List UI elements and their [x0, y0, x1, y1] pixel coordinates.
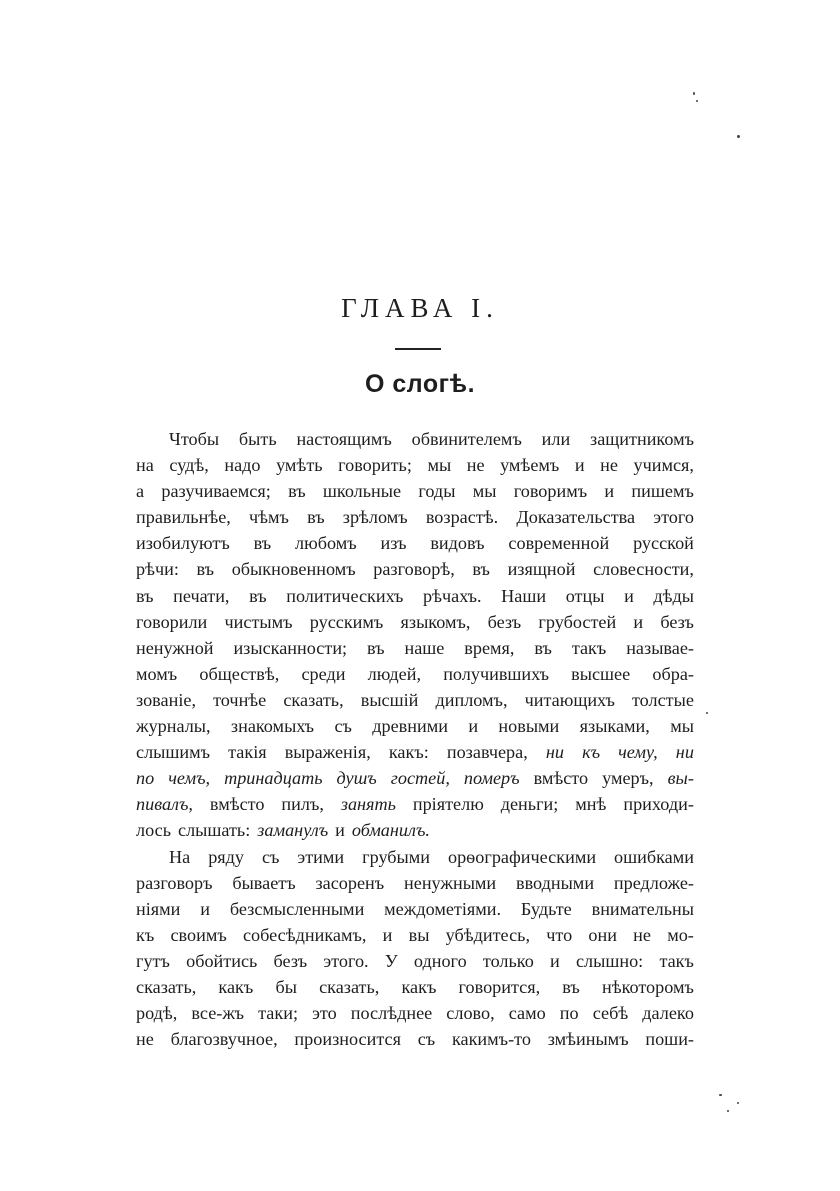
text-line: [136, 713, 694, 739]
word: чемъ,: [168, 768, 211, 789]
word: душъ: [336, 768, 377, 789]
word: дѣды: [653, 585, 694, 606]
text-line: [136, 426, 694, 452]
word: отцы: [565, 585, 605, 606]
word: такъ: [659, 950, 694, 971]
word: говоримъ: [513, 481, 588, 502]
word: называе-: [626, 637, 694, 658]
word: рѣчи:: [136, 559, 179, 580]
word: знакомыхъ: [230, 716, 315, 737]
word: ніями: [136, 898, 181, 919]
text-line: [136, 896, 694, 922]
word: говорится,: [458, 976, 541, 997]
word: слышимъ: [136, 742, 211, 763]
word: или: [541, 429, 571, 449]
word: убѣдитесь,: [445, 924, 530, 945]
word: они: [588, 924, 617, 945]
word: произносится: [294, 1029, 401, 1050]
text-line: [136, 974, 694, 1000]
word: Доказательства: [516, 507, 636, 528]
text-line: [136, 765, 694, 791]
word: говорили: [136, 611, 208, 632]
word: деньги;: [500, 794, 559, 815]
word: вы: [408, 924, 430, 945]
word: и: [604, 481, 615, 502]
word: предложе-: [613, 872, 694, 893]
word: своимъ: [170, 924, 227, 945]
text-line: [136, 1026, 694, 1052]
word: бы: [275, 976, 297, 997]
word: съ: [334, 716, 352, 737]
word: умеръ,: [602, 768, 654, 789]
word: У: [384, 950, 398, 971]
word: любомъ: [295, 533, 357, 554]
word: защитникомъ: [590, 429, 694, 449]
word: себѣ: [592, 1003, 629, 1024]
text-line: [136, 530, 694, 556]
word: въ: [534, 637, 552, 658]
word: наше: [404, 637, 445, 658]
word: только: [482, 950, 534, 971]
word: и: [633, 611, 644, 632]
word: пилъ,: [281, 794, 324, 815]
word: судѣ,: [169, 455, 209, 476]
word: зрѣломъ: [342, 507, 408, 528]
word: засоренъ: [315, 872, 385, 893]
word: безъ: [487, 611, 522, 632]
word: среди: [301, 663, 346, 684]
word: по: [136, 768, 155, 789]
word: въ: [136, 585, 154, 606]
word: толстые: [631, 689, 694, 710]
text-line: [136, 556, 694, 582]
word: междометіями.: [384, 898, 502, 919]
word: слышать:: [178, 820, 251, 841]
word: а: [136, 481, 145, 502]
word: этого: [653, 507, 694, 528]
word: журналы,: [136, 716, 211, 737]
word: людей,: [367, 663, 422, 684]
word: разговоръ: [136, 872, 213, 893]
word: и: [550, 950, 560, 971]
word: русской: [633, 533, 694, 554]
word: поши-: [645, 1029, 694, 1050]
word: благозвучное,: [170, 1029, 278, 1050]
word: змѣинымъ: [547, 1029, 629, 1050]
word: быть: [238, 429, 277, 449]
word: вмѣсто: [209, 794, 265, 815]
word: чему,: [618, 742, 658, 763]
word: одного: [413, 950, 467, 971]
word: На: [169, 846, 191, 867]
text-line: [136, 609, 694, 635]
page-speck: [737, 1102, 739, 1104]
word: въ: [288, 481, 306, 502]
text-line: [136, 791, 694, 817]
word: и: [468, 716, 479, 737]
word: время,: [464, 637, 515, 658]
word: ни: [545, 742, 564, 763]
word: зованіе,: [136, 689, 196, 710]
word: древними: [372, 716, 448, 737]
page-speck: [737, 135, 740, 138]
word: высшій: [360, 689, 419, 710]
word: съ: [417, 1029, 436, 1050]
word: грубыми: [362, 846, 431, 867]
word: гостей,: [390, 768, 450, 789]
word: вы-: [667, 768, 694, 789]
text-line: [136, 661, 694, 687]
word: разговорѣ,: [373, 559, 455, 580]
word: политическихъ: [286, 585, 404, 606]
paragraph-1: [136, 426, 694, 844]
word: обманилъ.: [351, 820, 430, 841]
word: мнѣ: [575, 794, 607, 815]
word: собесѣдникамъ,: [242, 924, 367, 945]
word: ошибками: [614, 846, 694, 867]
word: современной: [508, 533, 610, 554]
word: таки;: [258, 1003, 299, 1024]
page-speck: [727, 1110, 729, 1112]
word: сказать,: [283, 689, 344, 710]
word: по: [559, 1003, 579, 1024]
word: школьные: [322, 481, 402, 502]
word: въ: [562, 976, 580, 997]
word: сказать,: [319, 976, 380, 997]
text-line: [136, 817, 694, 843]
text-line: [136, 583, 694, 609]
word: чистымъ: [224, 611, 293, 632]
word: печати,: [173, 585, 230, 606]
word: вмѣсто: [533, 768, 589, 789]
word: грубостей: [538, 611, 617, 632]
word: и: [574, 455, 585, 476]
word: обойтись: [186, 950, 258, 971]
word: слово,: [446, 1003, 495, 1024]
word: умѣемъ: [500, 455, 560, 476]
word: мо-: [667, 924, 694, 945]
word: заманулъ: [257, 820, 329, 841]
chapter-heading: ГЛАВА I.: [341, 293, 499, 323]
word: и: [382, 924, 393, 945]
word: пишемъ: [631, 481, 694, 502]
word: тринадцать: [224, 768, 323, 789]
word: въ: [196, 559, 215, 580]
word: гутъ: [136, 950, 170, 971]
text-line: [136, 635, 694, 661]
word: надо: [224, 455, 261, 476]
word: ненужной: [136, 637, 214, 658]
word: изысканности;: [233, 637, 348, 658]
word: мы: [427, 455, 452, 476]
word: учимся,: [633, 455, 694, 476]
word: слышно:: [575, 950, 644, 971]
word: Наши: [501, 585, 547, 606]
word: изящной: [507, 559, 576, 580]
body-text: [136, 426, 694, 1052]
word: точнѣе: [213, 689, 267, 710]
word: выраженія,: [284, 742, 371, 763]
word: этого.: [323, 950, 369, 971]
word: это: [312, 1003, 337, 1024]
word: къ: [582, 742, 601, 763]
word: языками,: [579, 716, 650, 737]
word: вводными: [515, 872, 595, 893]
word: мы: [670, 716, 694, 737]
word: само: [508, 1003, 546, 1024]
word: настоящимъ: [296, 429, 392, 449]
word: пивалъ,: [136, 794, 193, 815]
page-speck: [693, 92, 695, 95]
word: высшее: [571, 663, 631, 684]
word: русскимъ: [309, 611, 384, 632]
word: и: [624, 585, 634, 606]
text-line: [136, 844, 694, 870]
page-speck: [706, 712, 708, 714]
word: языкомъ,: [400, 611, 471, 632]
word: какъ: [401, 976, 437, 997]
word: новыми: [498, 716, 560, 737]
word: годы: [418, 481, 456, 502]
word: померъ: [463, 768, 520, 789]
word: разучиваемся;: [161, 481, 271, 502]
word: въ: [253, 533, 272, 554]
word: обра-: [652, 663, 694, 684]
word: и: [335, 820, 345, 841]
word: читающихъ: [524, 689, 615, 710]
word: съ: [261, 846, 280, 867]
word: что: [546, 924, 573, 945]
word: изъ: [380, 533, 407, 554]
word: этими: [297, 846, 345, 867]
word: внимательны: [591, 898, 694, 919]
word: безъ: [273, 950, 308, 971]
text-line: [136, 739, 694, 765]
page-speck: [719, 1094, 722, 1096]
page-speck: [696, 100, 698, 102]
word: момъ: [136, 663, 178, 684]
word: Чтобы: [169, 429, 220, 449]
word: обыкновенномъ: [231, 559, 356, 580]
word: изобилуютъ: [136, 533, 230, 554]
text-line: [136, 922, 694, 948]
section-title: О слогѣ.: [364, 370, 476, 398]
word: говорить;: [338, 455, 412, 476]
word: мы: [472, 481, 497, 502]
word: видовъ: [430, 533, 485, 554]
word: въ: [307, 507, 325, 528]
word: обществѣ,: [199, 663, 280, 684]
word: не: [136, 1029, 154, 1050]
text-line: [136, 504, 694, 530]
word: орѳографическими: [447, 846, 597, 867]
word: на: [136, 455, 154, 476]
word: далеко: [642, 1003, 694, 1024]
word: получившихъ: [443, 663, 549, 684]
word: позавчера,: [446, 742, 528, 763]
word: бываетъ: [232, 872, 296, 893]
word: дипломъ,: [435, 689, 508, 710]
word: не: [633, 924, 651, 945]
word: все-жъ: [191, 1003, 245, 1024]
word: не: [600, 455, 618, 476]
word: ни: [675, 742, 694, 763]
word: въ: [367, 637, 385, 658]
word: занять: [340, 794, 396, 815]
word: возрастѣ.: [425, 507, 499, 528]
word: родѣ,: [136, 1003, 178, 1024]
paragraph-2: [136, 844, 694, 1053]
word: такъ: [571, 637, 607, 658]
word: правильнѣе,: [136, 507, 231, 528]
word: словесности,: [593, 559, 694, 580]
word: въ: [249, 585, 267, 606]
word: лось: [136, 820, 171, 841]
word: не: [466, 455, 485, 476]
text-line: [136, 948, 694, 974]
heading-divider: [395, 348, 441, 350]
word: пріятелю: [412, 794, 484, 815]
word: рѣчахъ.: [423, 585, 482, 606]
word: Будьте: [520, 898, 572, 919]
text-line: [136, 452, 694, 478]
word: въ: [472, 559, 490, 580]
word: умѣть: [276, 455, 323, 476]
word: безсмысленными: [229, 898, 365, 919]
word: безъ: [660, 611, 694, 632]
word: ненужными: [404, 872, 497, 893]
text-line: [136, 687, 694, 713]
word: приходи-: [623, 794, 694, 815]
word: и: [200, 898, 210, 919]
word: какъ: [218, 976, 254, 997]
word: нѣкоторомъ: [601, 976, 694, 997]
word: сказать,: [136, 976, 197, 997]
word: какъ:: [388, 742, 429, 763]
word: чѣмъ: [248, 507, 289, 528]
word: послѣднее: [350, 1003, 433, 1024]
word: къ: [136, 924, 155, 945]
word: такія: [228, 742, 267, 763]
word: обвинителемъ: [411, 429, 522, 449]
text-line: [136, 1000, 694, 1026]
text-line: [136, 478, 694, 504]
word: какимъ-то: [451, 1029, 531, 1050]
word: ряду: [208, 846, 244, 867]
text-line: [136, 870, 694, 896]
